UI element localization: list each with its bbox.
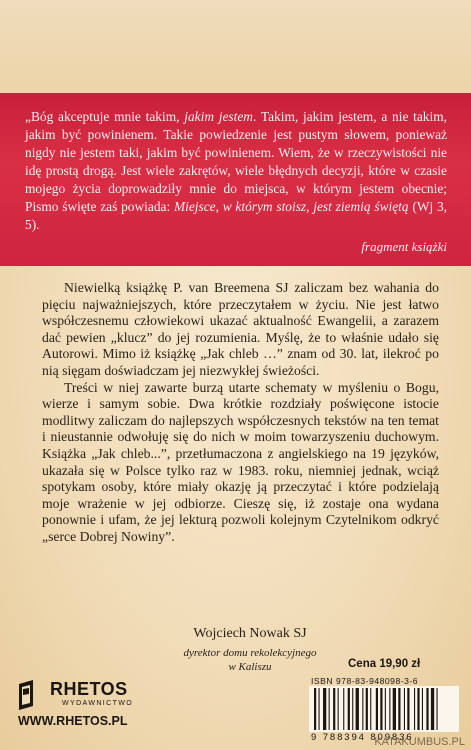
barcode-bar	[370, 688, 371, 730]
barcode-bar	[393, 688, 396, 730]
barcode-bar	[352, 688, 353, 730]
publisher-subtitle: WYDAWNICTWO	[62, 700, 134, 707]
watermark: KATAKUMBUS.PL	[374, 736, 465, 748]
barcode-bar	[314, 688, 316, 730]
barcode-bar	[398, 688, 400, 730]
quote-text	[25, 108, 447, 234]
barcode-bar	[329, 688, 330, 730]
endorsement-paragraph-2: Treści w niej zawarte burzą utarte schematy w myśleniu o Bogu, wierze i samym sobie. Dwa krótkie rozdziały poświęcone istocie modlitwy zaliczam do najlepszych współczesnych tekstów na ten temat i nieustannie odwołuję się do nich w moim towarzyszeniu duchowym. Książka „Jak chleb...”, przetłumaczona z angielskiego na 19 języków, ukazała się w Polsce tylko raz w 1983. roku, niemniej jednak, wciąż spotykam osoby, które miały okazję ją przeczytać i które podzielają moje wrażenie w jej odbiorze. Cieszę się, iż zostaje ona wydana ponownie i ufam, że jej lekturą pozwoli kolejnym Czytelnikom odkryć „serce Dobrej Nowiny”.	[42, 379, 439, 544]
publisher-logo	[16, 680, 136, 714]
quote-italic: Miejsce, w którym stoisz, jest ziemią świętą	[173, 199, 409, 214]
quote-part: . Takim, jakim jestem, a nie takim, jakim być powinienem. Takie powiedzenie jest pustym słowem, ponieważ nigdy nie jestem taki, jakim być powinienem. Wiem, że w rzeczywistości nie idę prostą drogą. Jest wiele zakrętów, wiele błędnych decyzji, które w czasie mojego życia doprowadziły mnie do miejsca, w którym jestem obecnie; Pismo święte zaś powiada:	[25, 109, 447, 214]
barcode-bar	[404, 688, 405, 730]
publisher-website: WWW.RHETOS.PL	[18, 714, 128, 728]
price-label: Cena 19,90 zł	[348, 658, 421, 670]
barcode-bar	[437, 688, 438, 730]
quote-source: fragment książki	[361, 239, 447, 254]
barcode-bar	[343, 688, 344, 730]
rhetos-logo-icon	[16, 680, 54, 710]
barcode-bar	[366, 688, 368, 730]
barcode-bar	[338, 688, 339, 730]
quote-italic: jakim jestem	[184, 109, 253, 124]
barcode-bar	[417, 688, 419, 730]
signature-name: Wojciech Nowak SJ	[193, 626, 307, 641]
barcode-bar	[348, 688, 350, 730]
endorsement-text	[42, 280, 439, 546]
quote-part: „Bóg akceptuje mnie takim,	[25, 109, 185, 124]
signature-role-line-2: w Kaliszu	[228, 661, 272, 673]
barcode-bar	[319, 688, 320, 730]
signature-role-line-1: dyrektor domu rekolekcyjnego	[183, 647, 317, 659]
barcode-bar	[356, 688, 359, 730]
signature-role	[150, 646, 350, 674]
barcode-bar	[323, 688, 326, 730]
quote-band	[0, 93, 471, 266]
barcode-bar	[422, 688, 423, 730]
barcode-bar	[407, 688, 409, 730]
barcode-bar	[333, 688, 335, 730]
barcode-digits: 9 788394 809836	[311, 732, 414, 743]
barcode-bar	[385, 688, 386, 730]
barcode-bar	[414, 688, 415, 730]
barcode-bar	[389, 688, 390, 730]
quote-part: (Wj 3, 5).	[25, 199, 447, 232]
endorsement-paragraph-1: Niewielką książkę P. van Breemena SJ zaliczam bez wahania do pięciu najważniejszych, które przeczytałem w życiu. Nie jest łatwo współczesnemu człowiekowi ukazać aktualność Ewangelii, a zarazem dać pewien „klucz” do jej rozumienia. Myślę, że to właśnie udało się Autorowi. Mimo iż książkę „Jak chleb …” znam od 30. lat, ilekroć po nią sięgam doświadczam jej niezwykłej świeżości.	[42, 280, 439, 378]
barcode-bar	[426, 688, 428, 730]
barcode-bar	[431, 688, 434, 730]
barcode-bar	[362, 688, 363, 730]
publisher-name: RHETOS	[50, 679, 128, 699]
isbn-barcode	[309, 686, 459, 732]
barcode-bar	[376, 688, 378, 730]
barcode-bar	[380, 688, 382, 730]
top-paper-band	[0, 0, 471, 93]
isbn-label: ISBN 978-83-948098-3-6	[311, 676, 419, 686]
